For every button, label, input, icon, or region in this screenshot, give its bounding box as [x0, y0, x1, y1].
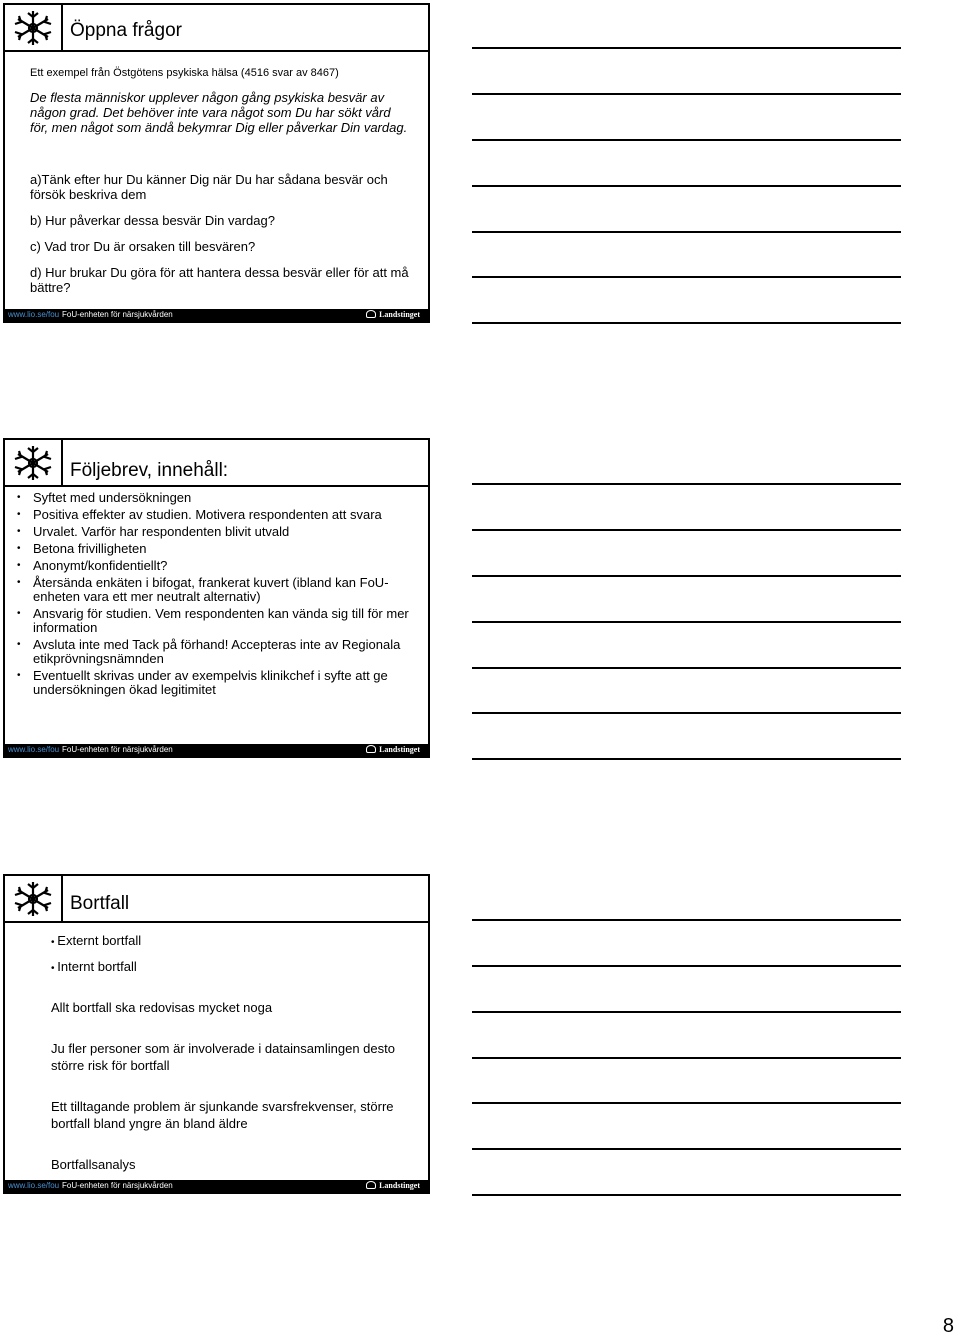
paragraph: Ett tilltagande problem är sjunkande svarsfrekvenser, större bortfall bland yngre än bland äldre [51, 1099, 394, 1131]
list-item: • Återsända enkäten i bifogat, frankerat kuvert (ibland kan FoU-enheten vara ett mer neutralt alternativ) [17, 576, 422, 604]
footer-brand [366, 1180, 420, 1192]
bullet-list [17, 491, 422, 700]
slide-header [5, 5, 428, 51]
header-divider [61, 876, 63, 923]
snowflake-logo-icon [8, 443, 58, 483]
list-item: • Ansvarig för studien. Vem respondenten kan vända sig till för mer information [17, 607, 422, 635]
note-line [472, 712, 901, 714]
question-c: c) Vad tror Du är orsaken till besvären? [30, 239, 256, 254]
note-line [472, 667, 901, 669]
note-line [472, 322, 901, 324]
note-line [472, 185, 901, 187]
slide-title: Öppna frågor [70, 20, 182, 41]
example-source: Ett exempel från Östgötens psykiska hälsa (4516 svar av 8467) [30, 67, 339, 79]
footer-url[interactable]: www.lio.se/fou [8, 1181, 60, 1190]
brand-label: Landstinget [379, 1181, 420, 1190]
header-rule [5, 485, 428, 487]
note-line [472, 1057, 901, 1059]
footer-url[interactable]: www.lio.se/fou [8, 745, 60, 754]
slide-title: Bortfall [70, 893, 130, 914]
header-divider [61, 5, 63, 52]
list-item: • Positiva effekter av studien. Motivera respondenten att svara [17, 508, 422, 522]
slide-1 [3, 3, 430, 323]
page-number: 8 [942, 1315, 954, 1337]
list-item: • Anonymt/konfidentiellt? [17, 559, 422, 573]
question-intro: De flesta människor upplever någon gång psykiska besvär av någon grad. Det behöver inte vara något som Du har sökt vård för, men något som ändå bekymrar Dig eller påverkar Din vardag. [30, 90, 408, 135]
list-item: • Externt bortfall [51, 933, 142, 948]
note-line [472, 919, 901, 921]
crown-icon [366, 1181, 376, 1189]
brand-label: Landstinget [379, 745, 420, 754]
note-line [472, 965, 901, 967]
note-line [472, 621, 901, 623]
question-a: a)Tänk efter hur Du känner Dig när Du har sådana besvär och försök beskriva dem [30, 172, 388, 202]
paragraph: Ju fler personer som är involverade i datainsamlingen desto större risk för bortfall [51, 1041, 395, 1073]
header-rule [5, 50, 428, 52]
slide-header [5, 440, 428, 486]
list-item: • Avsluta inte med Tack på förhand! Accepteras inte av Regionala etikprövningsnämnden [17, 638, 422, 666]
footer-unit: FoU-enheten för närsjukvården [62, 310, 173, 319]
note-line [472, 1148, 901, 1150]
note-line [472, 575, 901, 577]
note-line [472, 139, 901, 141]
note-line [472, 47, 901, 49]
crown-icon [366, 745, 376, 753]
snowflake-logo-icon [8, 8, 58, 48]
note-line [472, 758, 901, 760]
header-rule [5, 921, 428, 923]
footer-unit: FoU-enheten för närsjukvården [62, 1181, 173, 1190]
brand-label: Landstinget [379, 310, 420, 319]
note-line [472, 1102, 901, 1104]
footer-url[interactable]: www.lio.se/fou [8, 310, 60, 319]
slide-footer [5, 309, 428, 321]
footer-unit: FoU-enheten för närsjukvården [62, 745, 173, 754]
header-divider [61, 440, 63, 487]
question-d: d) Hur brukar Du göra för att hantera dessa besvär eller för att må bättre? [30, 265, 409, 295]
list-item: • Syftet med undersökningen [17, 491, 422, 505]
paragraph: Allt bortfall ska redovisas mycket noga [51, 1000, 273, 1015]
list-item: • Internt bortfall [51, 959, 137, 974]
note-line [472, 93, 901, 95]
list-item: • Eventuellt skrivas under av exempelvis klinikchef i syfte att ge undersökningen ökad legitimitet [17, 669, 422, 697]
note-line [472, 1011, 901, 1013]
list-item: • Betona frivilligheten [17, 542, 422, 556]
footer-brand [366, 744, 420, 756]
slide-3 [3, 874, 430, 1194]
note-line [472, 231, 901, 233]
question-b: b) Hur påverkar dessa besvär Din vardag? [30, 213, 275, 228]
list-item: • Urvalet. Varför har respondenten blivit utvald [17, 525, 422, 539]
note-line [472, 276, 901, 278]
note-line [472, 483, 901, 485]
slide-footer [5, 744, 428, 756]
slide-footer [5, 1180, 428, 1192]
snowflake-logo-icon [8, 879, 58, 919]
slide-title: Följebrev, innehåll: [70, 460, 229, 481]
slide-2 [3, 438, 430, 758]
footer-brand [366, 309, 420, 321]
slide-header [5, 876, 428, 922]
note-line [472, 529, 901, 531]
crown-icon [366, 310, 376, 318]
paragraph: Bortfallsanalys [51, 1157, 136, 1172]
note-line [472, 1194, 901, 1196]
